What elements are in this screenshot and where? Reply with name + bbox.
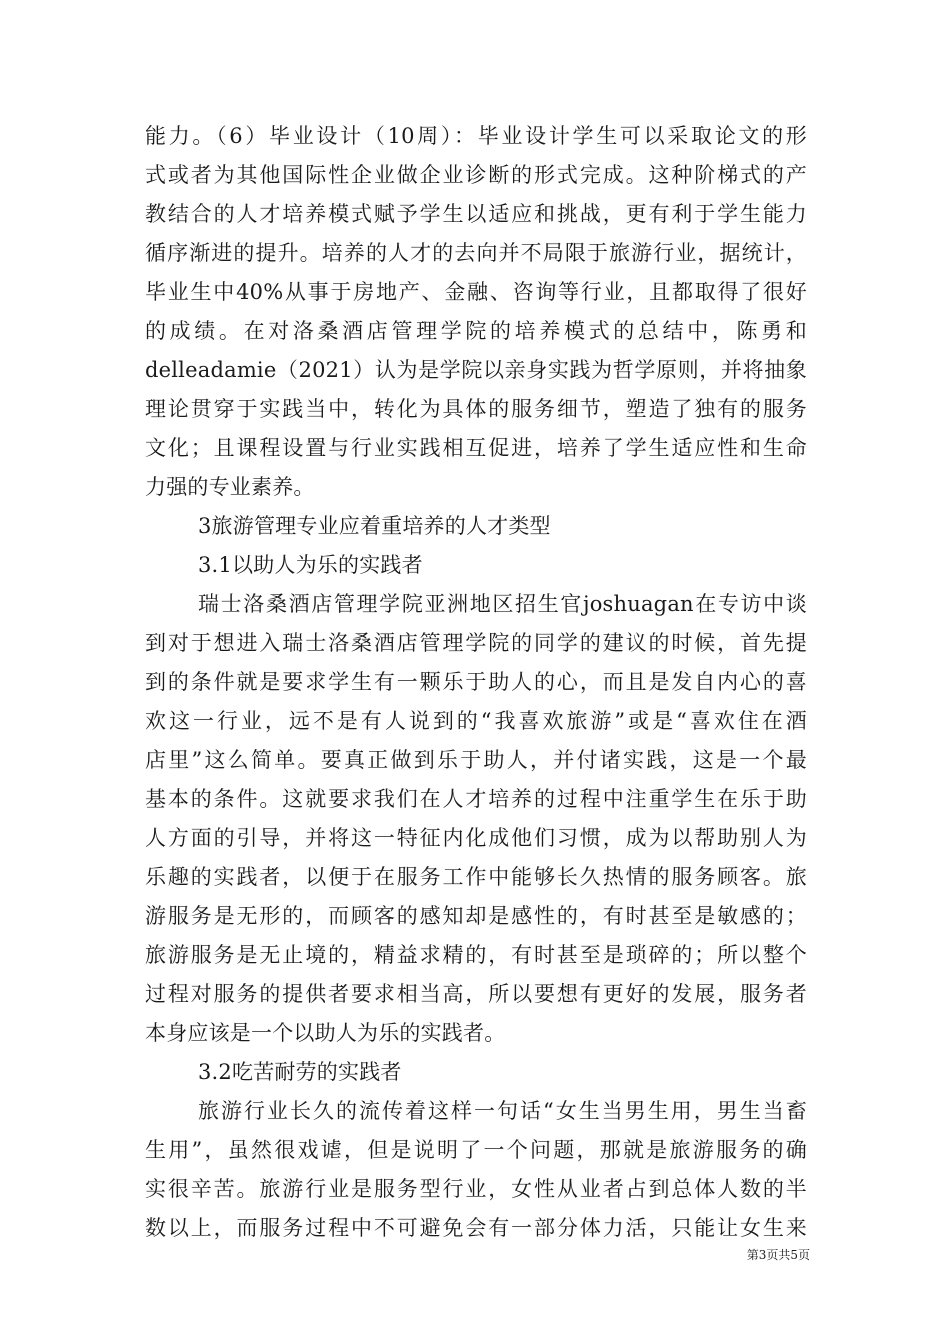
text-line: 力强的专业素养。 [145,475,315,499]
text-line: 人方面的引导，并将这一特征内化成他们习惯，成为以帮助别人为 [145,826,807,850]
text-line: 理论贯穿于实践当中，转化为具体的服务细节，塑造了独有的服务 [145,397,807,421]
text-line: 生用”，虽然很戏谑，但是说明了一个问题，那就是旅游服务的确 [145,1138,807,1162]
text-line: 循序渐进的提升。培养的人才的去向并不局限于旅游行业，据统计， [145,241,807,265]
text-line: 瑞士洛桑酒店管理学院亚洲地区招生官joshuagan在专访中谈 [198,592,807,616]
text-line: 本身应该是一个以助人为乐的实践者。 [145,1021,506,1045]
text-line: 欢这一行业，远不是有人说到的“我喜欢旅游”或是“喜欢住在酒 [145,709,807,733]
text-line: 能力。（6）毕业设计（10周）：毕业设计学生可以采取论文的形 [145,124,807,148]
text-line: 的成绩。在对洛桑酒店管理学院的培养模式的总结中，陈勇和 [145,319,807,343]
text-line: 数以上，而服务过程中不可避免会有一部分体力活，只能让女生来 [145,1216,807,1240]
text-line: 店里”这么简单。要真正做到乐于助人，并付诸实践，这是一个最 [145,748,807,772]
text-line: delleadamie（2021）认为是学院以亲身实践为哲学原则，并将抽象 [145,358,807,382]
text-line: 毕业生中40%从事于房地产、金融、咨询等行业，且都取得了很好 [145,280,807,304]
text-line: 到对于想进入瑞士洛桑酒店管理学院的同学的建议的时候，首先提 [145,631,807,655]
text-line: 旅游服务是无止境的，精益求精的，有时甚至是琐碎的；所以整个 [145,943,807,967]
text-line: 过程对服务的提供者要求相当高，所以要想有更好的发展，服务者 [145,982,807,1006]
body-text [145,117,807,1248]
text-line: 基本的条件。这就要求我们在人才培养的过程中注重学生在乐于助 [145,787,807,811]
page-number: 第3页共5页 [746,1248,810,1262]
text-line: 乐趣的实践者，以便于在服务工作中能够长久热情的服务顾客。旅 [145,865,807,889]
subsection-heading: 3.2吃苦耐劳的实践者 [198,1060,402,1084]
subsection-heading: 3.1以助人为乐的实践者 [198,553,423,577]
text-line: 实很辛苦。旅游行业是服务型行业，女性从业者占到总体人数的半 [145,1177,807,1201]
text-line: 文化；且课程设置与行业实践相互促进，培养了学生适应性和生命 [145,436,807,460]
text-line: 旅游行业长久的流传着这样一句话“女生当男生用，男生当畜 [198,1099,807,1123]
text-line: 到的条件就是要求学生有一颗乐于助人的心，而且是发自内心的喜 [145,670,807,694]
text-line: 式或者为其他国际性企业做企业诊断的形式完成。这种阶梯式的产 [145,163,807,187]
section-heading: 3旅游管理专业应着重培养的人才类型 [198,514,551,538]
text-line: 教结合的人才培养模式赋予学生以适应和挑战，更有利于学生能力 [145,202,807,226]
text-line: 游服务是无形的，而顾客的感知却是感性的，有时甚至是敏感的； [145,904,807,928]
